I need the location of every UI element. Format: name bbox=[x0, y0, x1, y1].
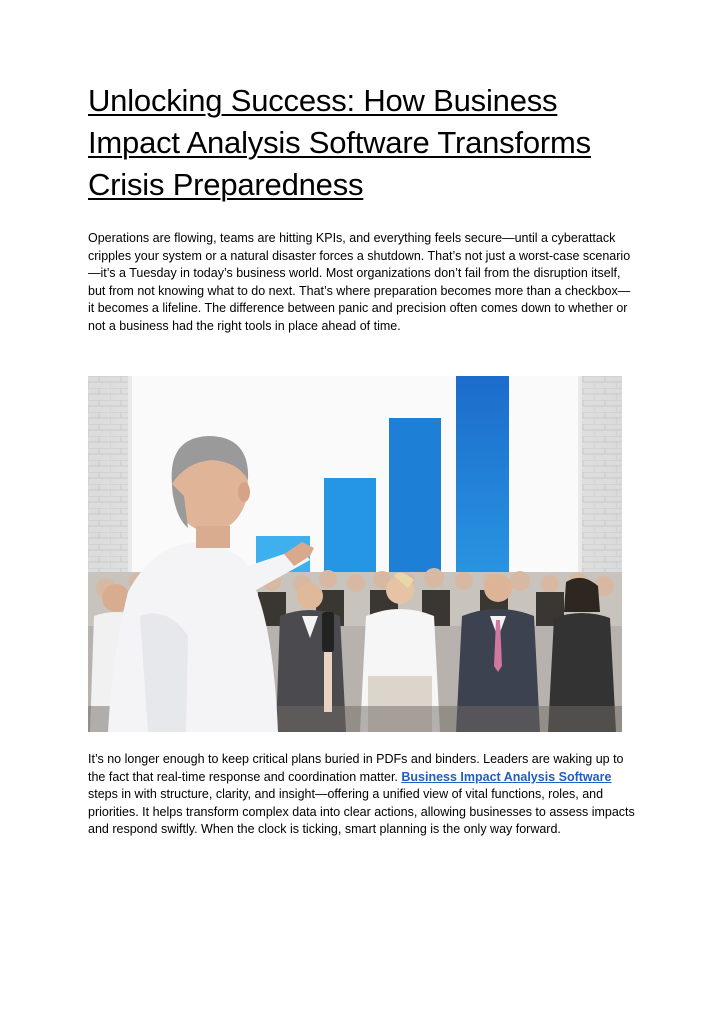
second-paragraph-text-before-link: It’s no longer enough to keep critical plans buried in PDFs and binders. Leaders are waking up to the fact that real-time response and coordination matter. bbox=[88, 752, 624, 784]
presentation-photo bbox=[88, 376, 622, 732]
second-paragraph bbox=[88, 751, 636, 839]
intro-paragraph: Operations are flowing, teams are hitting KPIs, and everything feels secure—until a cyberattack cripples your system or a natural disaster forces a shutdown. That’s not just a worst-case scenario—it’s a Tuesday in today’s business world. Most organizations don’t fail from the disruption itself, but from not knowing what to do next. That’s where preparation becomes more than a checkbox—it becomes a lifeline. The difference between panic and precision often comes down to whether or not a business had the right tools in place ahead of time. bbox=[88, 231, 631, 333]
page-title: Unlocking Success: How Business Impact Analysis Software Transforms Crisis Preparedness bbox=[88, 83, 591, 202]
business-impact-analysis-software-link[interactable]: Business Impact Analysis Software bbox=[401, 769, 612, 784]
second-paragraph-text-after-link: steps in with structure, clarity, and insight—offering a unified view of vital functions, roles, and priorities. It helps transform complex data into clear actions, allowing businesses to assess impacts and respond swiftly. When the clock is ticking, smart planning is the only way forward. bbox=[88, 787, 635, 837]
